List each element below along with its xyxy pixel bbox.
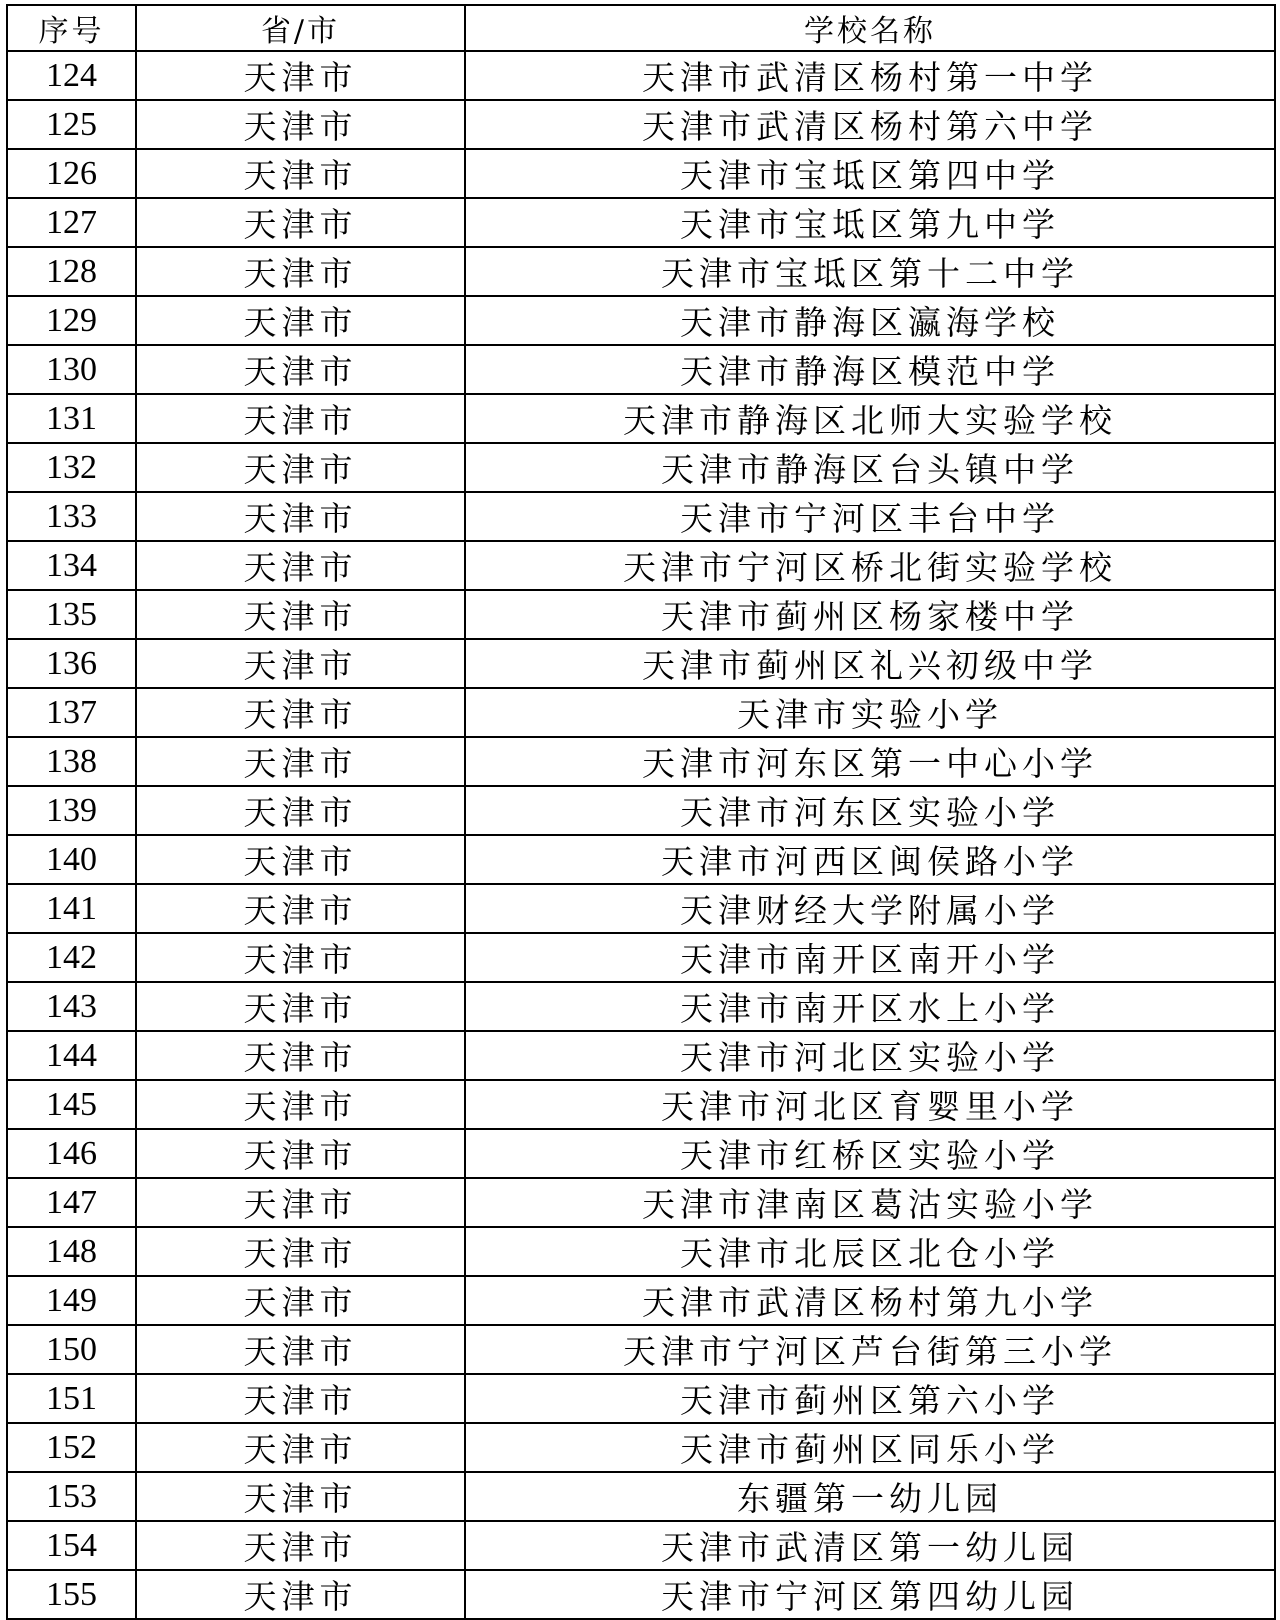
row-school-name-cell: 天津市北辰区北仓小学 <box>465 1227 1275 1276</box>
row-school-name-cell: 天津市实验小学 <box>465 688 1275 737</box>
row-province-cell: 天津市 <box>136 149 465 198</box>
row-school-name-cell: 天津市宝坻区第四中学 <box>465 149 1275 198</box>
row-number-cell: 132 <box>7 443 136 492</box>
row-number-cell: 152 <box>7 1423 136 1472</box>
table-row <box>7 590 1275 639</box>
row-province-cell: 天津市 <box>136 737 465 786</box>
row-province-cell: 天津市 <box>136 933 465 982</box>
row-number-cell: 143 <box>7 982 136 1031</box>
row-number-cell: 126 <box>7 149 136 198</box>
row-province-cell: 天津市 <box>136 1129 465 1178</box>
header-row <box>7 5 1275 51</box>
row-province-cell: 天津市 <box>136 639 465 688</box>
row-number-cell: 136 <box>7 639 136 688</box>
row-school-name-cell: 天津市河东区实验小学 <box>465 786 1275 835</box>
row-school-name-cell: 天津市静海区台头镇中学 <box>465 443 1275 492</box>
header-number: 序号 <box>7 5 136 51</box>
row-province-cell: 天津市 <box>136 1276 465 1325</box>
table-row <box>7 1080 1275 1129</box>
table-row <box>7 149 1275 198</box>
table-row <box>7 1178 1275 1227</box>
row-number-cell: 140 <box>7 835 136 884</box>
row-school-name-cell: 天津市静海区瀛海学校 <box>465 296 1275 345</box>
table-row <box>7 1374 1275 1423</box>
table-row <box>7 933 1275 982</box>
row-number-cell: 128 <box>7 247 136 296</box>
row-province-cell: 天津市 <box>136 1521 465 1570</box>
row-number-cell: 153 <box>7 1472 136 1521</box>
row-number-cell: 146 <box>7 1129 136 1178</box>
table-row <box>7 541 1275 590</box>
row-province-cell: 天津市 <box>136 1080 465 1129</box>
row-number-cell: 139 <box>7 786 136 835</box>
row-school-name-cell: 天津市河北区育婴里小学 <box>465 1080 1275 1129</box>
table-row <box>7 737 1275 786</box>
table-row <box>7 1472 1275 1521</box>
row-number-cell: 154 <box>7 1521 136 1570</box>
row-province-cell: 天津市 <box>136 394 465 443</box>
row-school-name-cell: 天津市河东区第一中心小学 <box>465 737 1275 786</box>
row-number-cell: 124 <box>7 51 136 100</box>
table-row <box>7 1031 1275 1080</box>
table-row <box>7 1129 1275 1178</box>
row-province-cell: 天津市 <box>136 1227 465 1276</box>
header-school-name: 学校名称 <box>465 5 1275 51</box>
row-number-cell: 141 <box>7 884 136 933</box>
row-province-cell: 天津市 <box>136 1423 465 1472</box>
row-province-cell: 天津市 <box>136 100 465 149</box>
row-province-cell: 天津市 <box>136 884 465 933</box>
row-province-cell: 天津市 <box>136 590 465 639</box>
table-row <box>7 1521 1275 1570</box>
table-row <box>7 639 1275 688</box>
row-province-cell: 天津市 <box>136 786 465 835</box>
table-row <box>7 1570 1275 1619</box>
row-province-cell: 天津市 <box>136 443 465 492</box>
table-body <box>7 51 1275 1619</box>
row-school-name-cell: 天津市津南区葛沽实验小学 <box>465 1178 1275 1227</box>
row-school-name-cell: 天津市武清区杨村第一中学 <box>465 51 1275 100</box>
row-school-name-cell: 天津市红桥区实验小学 <box>465 1129 1275 1178</box>
row-school-name-cell: 天津市武清区杨村第六中学 <box>465 100 1275 149</box>
row-number-cell: 148 <box>7 1227 136 1276</box>
row-number-cell: 137 <box>7 688 136 737</box>
row-province-cell: 天津市 <box>136 296 465 345</box>
row-number-cell: 155 <box>7 1570 136 1619</box>
table-row <box>7 1325 1275 1374</box>
table-header <box>7 5 1275 51</box>
row-school-name-cell: 天津市武清区杨村第九小学 <box>465 1276 1275 1325</box>
row-number-cell: 129 <box>7 296 136 345</box>
row-school-name-cell: 天津市宁河区桥北街实验学校 <box>465 541 1275 590</box>
row-number-cell: 150 <box>7 1325 136 1374</box>
row-school-name-cell: 天津市河北区实验小学 <box>465 1031 1275 1080</box>
row-school-name-cell: 天津市武清区第一幼儿园 <box>465 1521 1275 1570</box>
row-school-name-cell: 天津市宁河区第四幼儿园 <box>465 1570 1275 1619</box>
school-list-table <box>6 4 1276 1620</box>
row-number-cell: 144 <box>7 1031 136 1080</box>
table-row <box>7 884 1275 933</box>
row-school-name-cell: 天津市蓟州区杨家楼中学 <box>465 590 1275 639</box>
row-school-name-cell: 天津市宝坻区第九中学 <box>465 198 1275 247</box>
table-row <box>7 1227 1275 1276</box>
row-school-name-cell: 天津市宁河区芦台街第三小学 <box>465 1325 1275 1374</box>
row-province-cell: 天津市 <box>136 541 465 590</box>
table-row <box>7 296 1275 345</box>
row-province-cell: 天津市 <box>136 1472 465 1521</box>
table-row <box>7 786 1275 835</box>
row-province-cell: 天津市 <box>136 835 465 884</box>
table-row <box>7 51 1275 100</box>
table-row <box>7 198 1275 247</box>
row-school-name-cell: 天津市河西区闽侯路小学 <box>465 835 1275 884</box>
row-province-cell: 天津市 <box>136 982 465 1031</box>
row-school-name-cell: 天津市南开区南开小学 <box>465 933 1275 982</box>
row-number-cell: 131 <box>7 394 136 443</box>
row-number-cell: 151 <box>7 1374 136 1423</box>
row-school-name-cell: 天津市宝坻区第十二中学 <box>465 247 1275 296</box>
row-number-cell: 127 <box>7 198 136 247</box>
row-school-name-cell: 天津市静海区北师大实验学校 <box>465 394 1275 443</box>
row-number-cell: 134 <box>7 541 136 590</box>
row-province-cell: 天津市 <box>136 1031 465 1080</box>
row-number-cell: 142 <box>7 933 136 982</box>
table-row <box>7 247 1275 296</box>
row-number-cell: 149 <box>7 1276 136 1325</box>
row-school-name-cell: 天津市蓟州区礼兴初级中学 <box>465 639 1275 688</box>
row-school-name-cell: 天津财经大学附属小学 <box>465 884 1275 933</box>
row-number-cell: 135 <box>7 590 136 639</box>
table-row <box>7 443 1275 492</box>
row-school-name-cell: 天津市南开区水上小学 <box>465 982 1275 1031</box>
row-school-name-cell: 天津市静海区模范中学 <box>465 345 1275 394</box>
row-number-cell: 138 <box>7 737 136 786</box>
row-province-cell: 天津市 <box>136 198 465 247</box>
row-province-cell: 天津市 <box>136 1374 465 1423</box>
row-province-cell: 天津市 <box>136 247 465 296</box>
row-province-cell: 天津市 <box>136 1570 465 1619</box>
table-row <box>7 492 1275 541</box>
row-school-name-cell: 天津市蓟州区同乐小学 <box>465 1423 1275 1472</box>
table-row <box>7 688 1275 737</box>
row-province-cell: 天津市 <box>136 1325 465 1374</box>
table-row <box>7 982 1275 1031</box>
row-number-cell: 130 <box>7 345 136 394</box>
document-page <box>6 4 1274 1620</box>
row-school-name-cell: 东疆第一幼儿园 <box>465 1472 1275 1521</box>
table-row <box>7 100 1275 149</box>
table-row <box>7 1276 1275 1325</box>
row-province-cell: 天津市 <box>136 492 465 541</box>
table-row <box>7 345 1275 394</box>
row-number-cell: 125 <box>7 100 136 149</box>
row-number-cell: 133 <box>7 492 136 541</box>
table-row <box>7 394 1275 443</box>
row-province-cell: 天津市 <box>136 345 465 394</box>
row-school-name-cell: 天津市蓟州区第六小学 <box>465 1374 1275 1423</box>
header-province: 省/市 <box>136 5 465 51</box>
row-province-cell: 天津市 <box>136 1178 465 1227</box>
table-row <box>7 1423 1275 1472</box>
table-row <box>7 835 1275 884</box>
row-number-cell: 145 <box>7 1080 136 1129</box>
row-province-cell: 天津市 <box>136 51 465 100</box>
row-province-cell: 天津市 <box>136 688 465 737</box>
row-school-name-cell: 天津市宁河区丰台中学 <box>465 492 1275 541</box>
row-number-cell: 147 <box>7 1178 136 1227</box>
